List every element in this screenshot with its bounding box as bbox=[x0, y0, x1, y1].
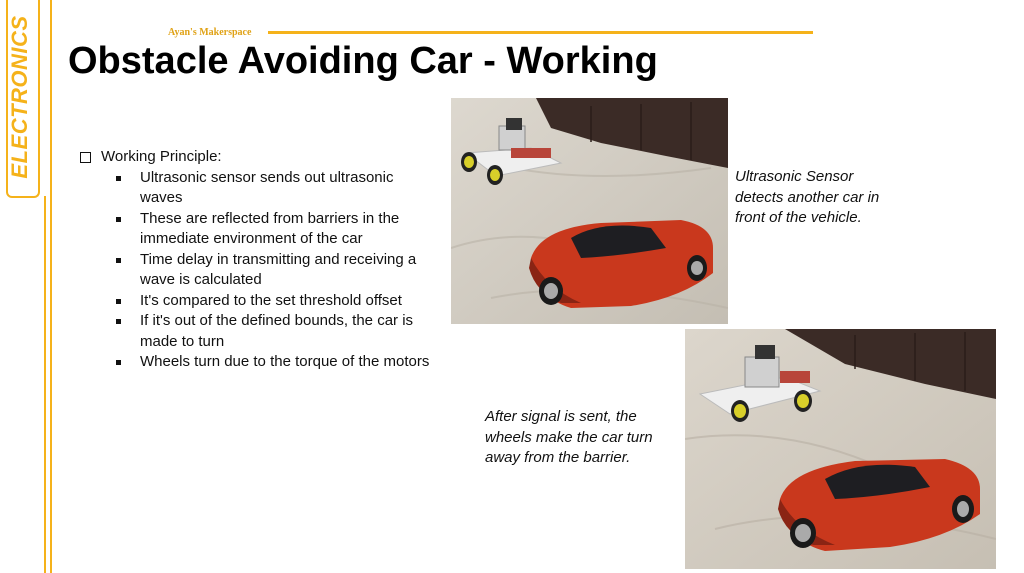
bullet-square-icon bbox=[116, 319, 121, 324]
bullet-square-icon bbox=[116, 217, 121, 222]
caption-bottom: After signal is sent, the wheels make the car turn away from the barrier. bbox=[485, 408, 653, 466]
photo-car-turns-away bbox=[685, 329, 996, 569]
list-item: Time delay in transmitting and receiving a wave is calculated bbox=[116, 250, 440, 291]
photo-sensor-detects-car bbox=[451, 98, 728, 324]
bullet-list bbox=[80, 168, 440, 373]
list-item: If it's out of the defined bounds, the car is made to turn bbox=[116, 311, 440, 352]
side-accent-line-inner bbox=[44, 196, 46, 573]
photo-scene bbox=[685, 329, 996, 569]
page-title: Obstacle Avoiding Car - Working bbox=[68, 40, 658, 82]
caption-top: Ultrasonic Sensor detects another car in front of the vehicle. bbox=[735, 168, 880, 226]
working-principle-section bbox=[80, 147, 440, 373]
side-accent-line bbox=[50, 0, 52, 573]
bullet-square-icon bbox=[116, 176, 121, 181]
list-item: It's compared to the set threshold offset bbox=[116, 291, 440, 312]
list-item: Ultrasonic sensor sends out ultrasonic waves bbox=[116, 168, 440, 209]
category-label: ELECTRONICS bbox=[7, 15, 32, 179]
list-item: These are reflected from barriers in the immediate environment of the car bbox=[116, 209, 440, 250]
section-heading-text: Working Principle: bbox=[101, 148, 222, 165]
section-heading bbox=[80, 147, 440, 168]
brand-name: Ayan's Makerspace bbox=[168, 27, 252, 38]
bullet-square-icon bbox=[116, 360, 121, 365]
photo-scene bbox=[451, 98, 728, 324]
header-rule bbox=[268, 31, 813, 34]
bullet-square-icon bbox=[116, 258, 121, 263]
bullet-square-icon bbox=[116, 299, 121, 304]
list-item: Wheels turn due to the torque of the motors bbox=[116, 352, 440, 373]
checkbox-bullet-icon bbox=[80, 152, 91, 163]
